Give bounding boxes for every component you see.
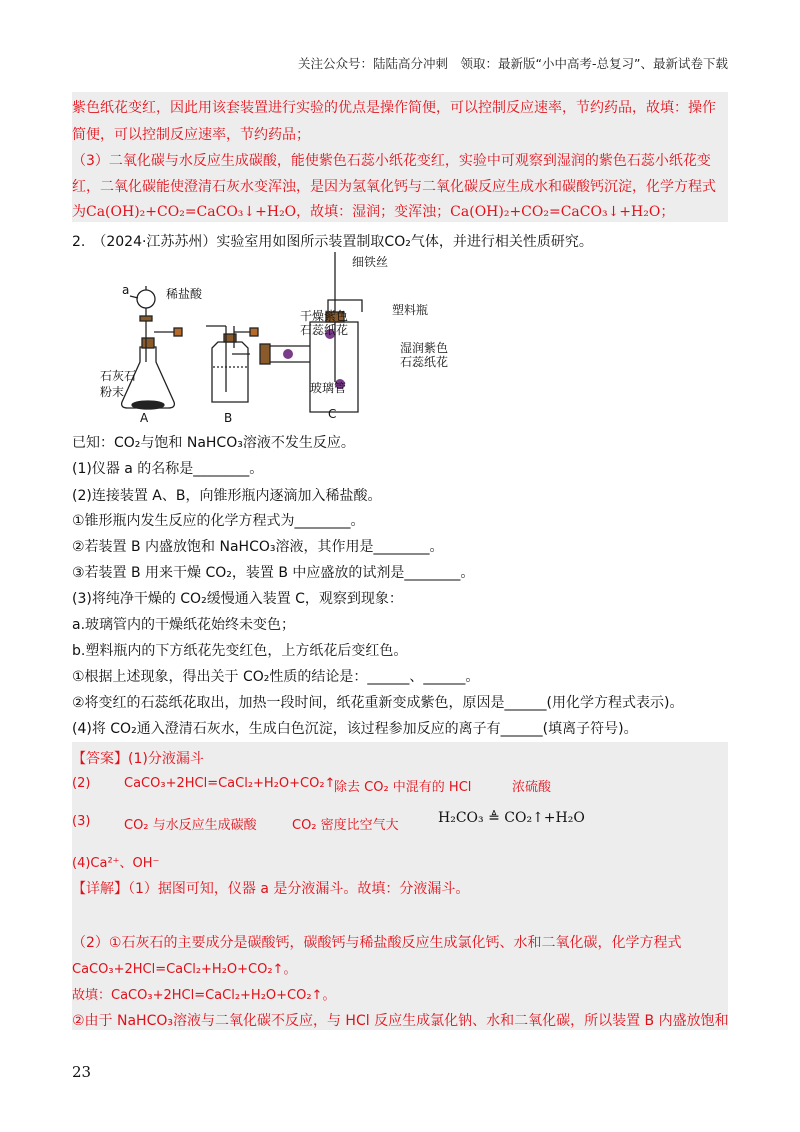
detail-line-5: ②由于 NaHCO₃溶液与二氧化碳不反应，与 HCl 反应生成氯化钠、水和二氧化碳，所以装置 B 内盛放饱和 — [72, 1013, 729, 1029]
solution-line: 简便，可以控制反应速率，节约药品； — [72, 127, 310, 143]
question-1: (1)仪器 a 的名称是________。 — [72, 461, 264, 477]
label-limestone: 石灰石 — [100, 369, 137, 383]
answer-3-equation: H₂CO₃ ≜ CO₂↑+H₂O — [438, 810, 585, 826]
question-3-1: ①根据上述现象，得出关于 CO₂性质的结论是：______、______。 — [72, 669, 480, 685]
question-2: (2)连接装置 A、B，向锥形瓶内逐滴加入稀盐酸。 — [72, 488, 382, 504]
detail-line-2: （2）①石灰石的主要成分是碳酸钙，碳酸钙与稀盐酸反应生成氯化钙、水和二氧化碳，化学方程式 — [72, 935, 682, 951]
solution-line: （3）二氧化碳与水反应生成碳酸，能使紫色石蕊小纸花变红，实验中可观察到湿润的紫色石蕊小纸花变 — [72, 153, 711, 169]
question-4: (4)将 CO₂通入澄清石灰水，生成白色沉淀，该过程参加反应的离子有______(填离子符号)。 — [72, 721, 638, 737]
answer-2-number: (2) — [72, 776, 91, 791]
label-A: A — [140, 411, 149, 424]
question-2-1: ①锥形瓶内发生反应的化学方程式为________。 — [72, 513, 365, 529]
chemical-equation: Ca(OH)₂+CO₂=CaCO₃↓+H₂O — [86, 204, 297, 220]
answer-3-conclusion-2: CO₂ 密度比空气大 — [292, 818, 399, 833]
dry-litmus-flower — [283, 349, 293, 359]
solution-line — [72, 201, 674, 221]
label-dry-flower: 干燥紫色 — [300, 309, 349, 323]
detail-1: （1）据图可知，仪器 a 是分液漏斗。故填：分液漏斗。 — [128, 881, 470, 897]
answer-4: (4)Ca²⁺、OH⁻ — [72, 856, 160, 871]
question-3: (3)将纯净干燥的 CO₂缓慢通入装置 C，观察到现象： — [72, 591, 403, 607]
label-glass-tube: 玻璃管 — [310, 381, 347, 395]
question-2-2: ②若装置 B 内盛放饱和 NaHCO₃溶液，其作用是________。 — [72, 539, 444, 555]
question-stem: 2. （2024·江苏苏州）实验室用如图所示装置制取CO₂气体，并进行相关性质研究。 — [72, 234, 593, 250]
label-B: B — [224, 411, 233, 424]
label-C: C — [328, 407, 337, 421]
rubber-stopper — [142, 338, 154, 348]
separatory-funnel — [137, 290, 155, 308]
answer-3-conclusion-1: CO₂ 与水反应生成碳酸 — [124, 818, 257, 833]
label-wet-flower-2: 石蕊纸花 — [400, 355, 449, 369]
label-iron-wire: 细铁丝 — [352, 255, 389, 269]
question-3-2: ②将变红的石蕊纸花取出，加热一段时间，纸花重新变成紫色，原因是______(用化学方程式表示)。 — [72, 695, 684, 711]
detail-tag: 【详解】 — [72, 881, 128, 897]
answer-2-reagent: 浓硫酸 — [512, 780, 552, 795]
label-a: a — [122, 283, 130, 297]
question-3-a: a.玻璃管内的干燥纸花始终未变色； — [72, 617, 296, 633]
gas-washing-bottle-b — [212, 342, 248, 402]
solution-line: 紫色纸花变红，因此用该套装置进行实验的优点是操作简便，可以控制反应速率，节约药品，故填：操作 — [72, 100, 716, 116]
answer-3-number: (3) — [72, 814, 91, 829]
answer-line-1 — [72, 748, 204, 768]
answer-2-use: 除去 CO₂ 中混有的 HCl — [334, 780, 472, 795]
limestone-powder — [132, 401, 164, 409]
label-dilute-hcl: 稀盐酸 — [166, 287, 203, 301]
detail-line-3: CaCO₃+2HCl=CaCl₂+H₂O+CO₂↑。 — [72, 962, 297, 977]
page-number: 23 — [72, 1063, 92, 1081]
label-dry-flower-2: 石蕊纸花 — [300, 323, 349, 337]
answer-2-equation: CaCO₃+2HCl=CaCl₂+H₂O+CO₂↑ — [124, 776, 336, 791]
text-segment: ； — [660, 204, 675, 220]
page-header: 关注公众号：陆陆高分冲刺 领取：最新版“小中高考-总复习”、最新试卷下载 — [298, 56, 728, 71]
detail-line-4: 故填：CaCO₃+2HCl=CaCl₂+H₂O+CO₂↑。 — [72, 988, 336, 1003]
question-3-b: b.塑料瓶内的下方纸花先变红色，上方纸花后变红色。 — [72, 643, 408, 659]
detail-line-1 — [72, 878, 469, 898]
answer-tag: 【答案】 — [72, 751, 128, 767]
apparatus-figure — [100, 252, 520, 424]
label-wet-flower: 湿润紫色 — [400, 341, 449, 355]
text-segment: 为 — [72, 204, 86, 220]
answer-1: (1)分液漏斗 — [128, 751, 204, 767]
text-segment: ，故填：湿润；变浑浊； — [296, 204, 451, 220]
question-2-3: ③若装置 B 用来干燥 CO₂，装置 B 中应盛放的试剂是________。 — [72, 565, 475, 581]
chemical-equation: Ca(OH)₂+CO₂=CaCO₃↓+H₂O — [450, 204, 661, 220]
solution-line: 红，二氧化碳能使澄清石灰水变浑浊，是因为氢氧化钙与二氧化碳反应生成水和碳酸钙沉淀，化学方程式 — [72, 179, 716, 195]
label-limestone-2: 粉末 — [100, 385, 125, 399]
label-plastic-bottle: 塑料瓶 — [392, 303, 429, 317]
known-condition: 已知：CO₂与饱和 NaHCO₃溶液不发生反应。 — [72, 435, 355, 451]
